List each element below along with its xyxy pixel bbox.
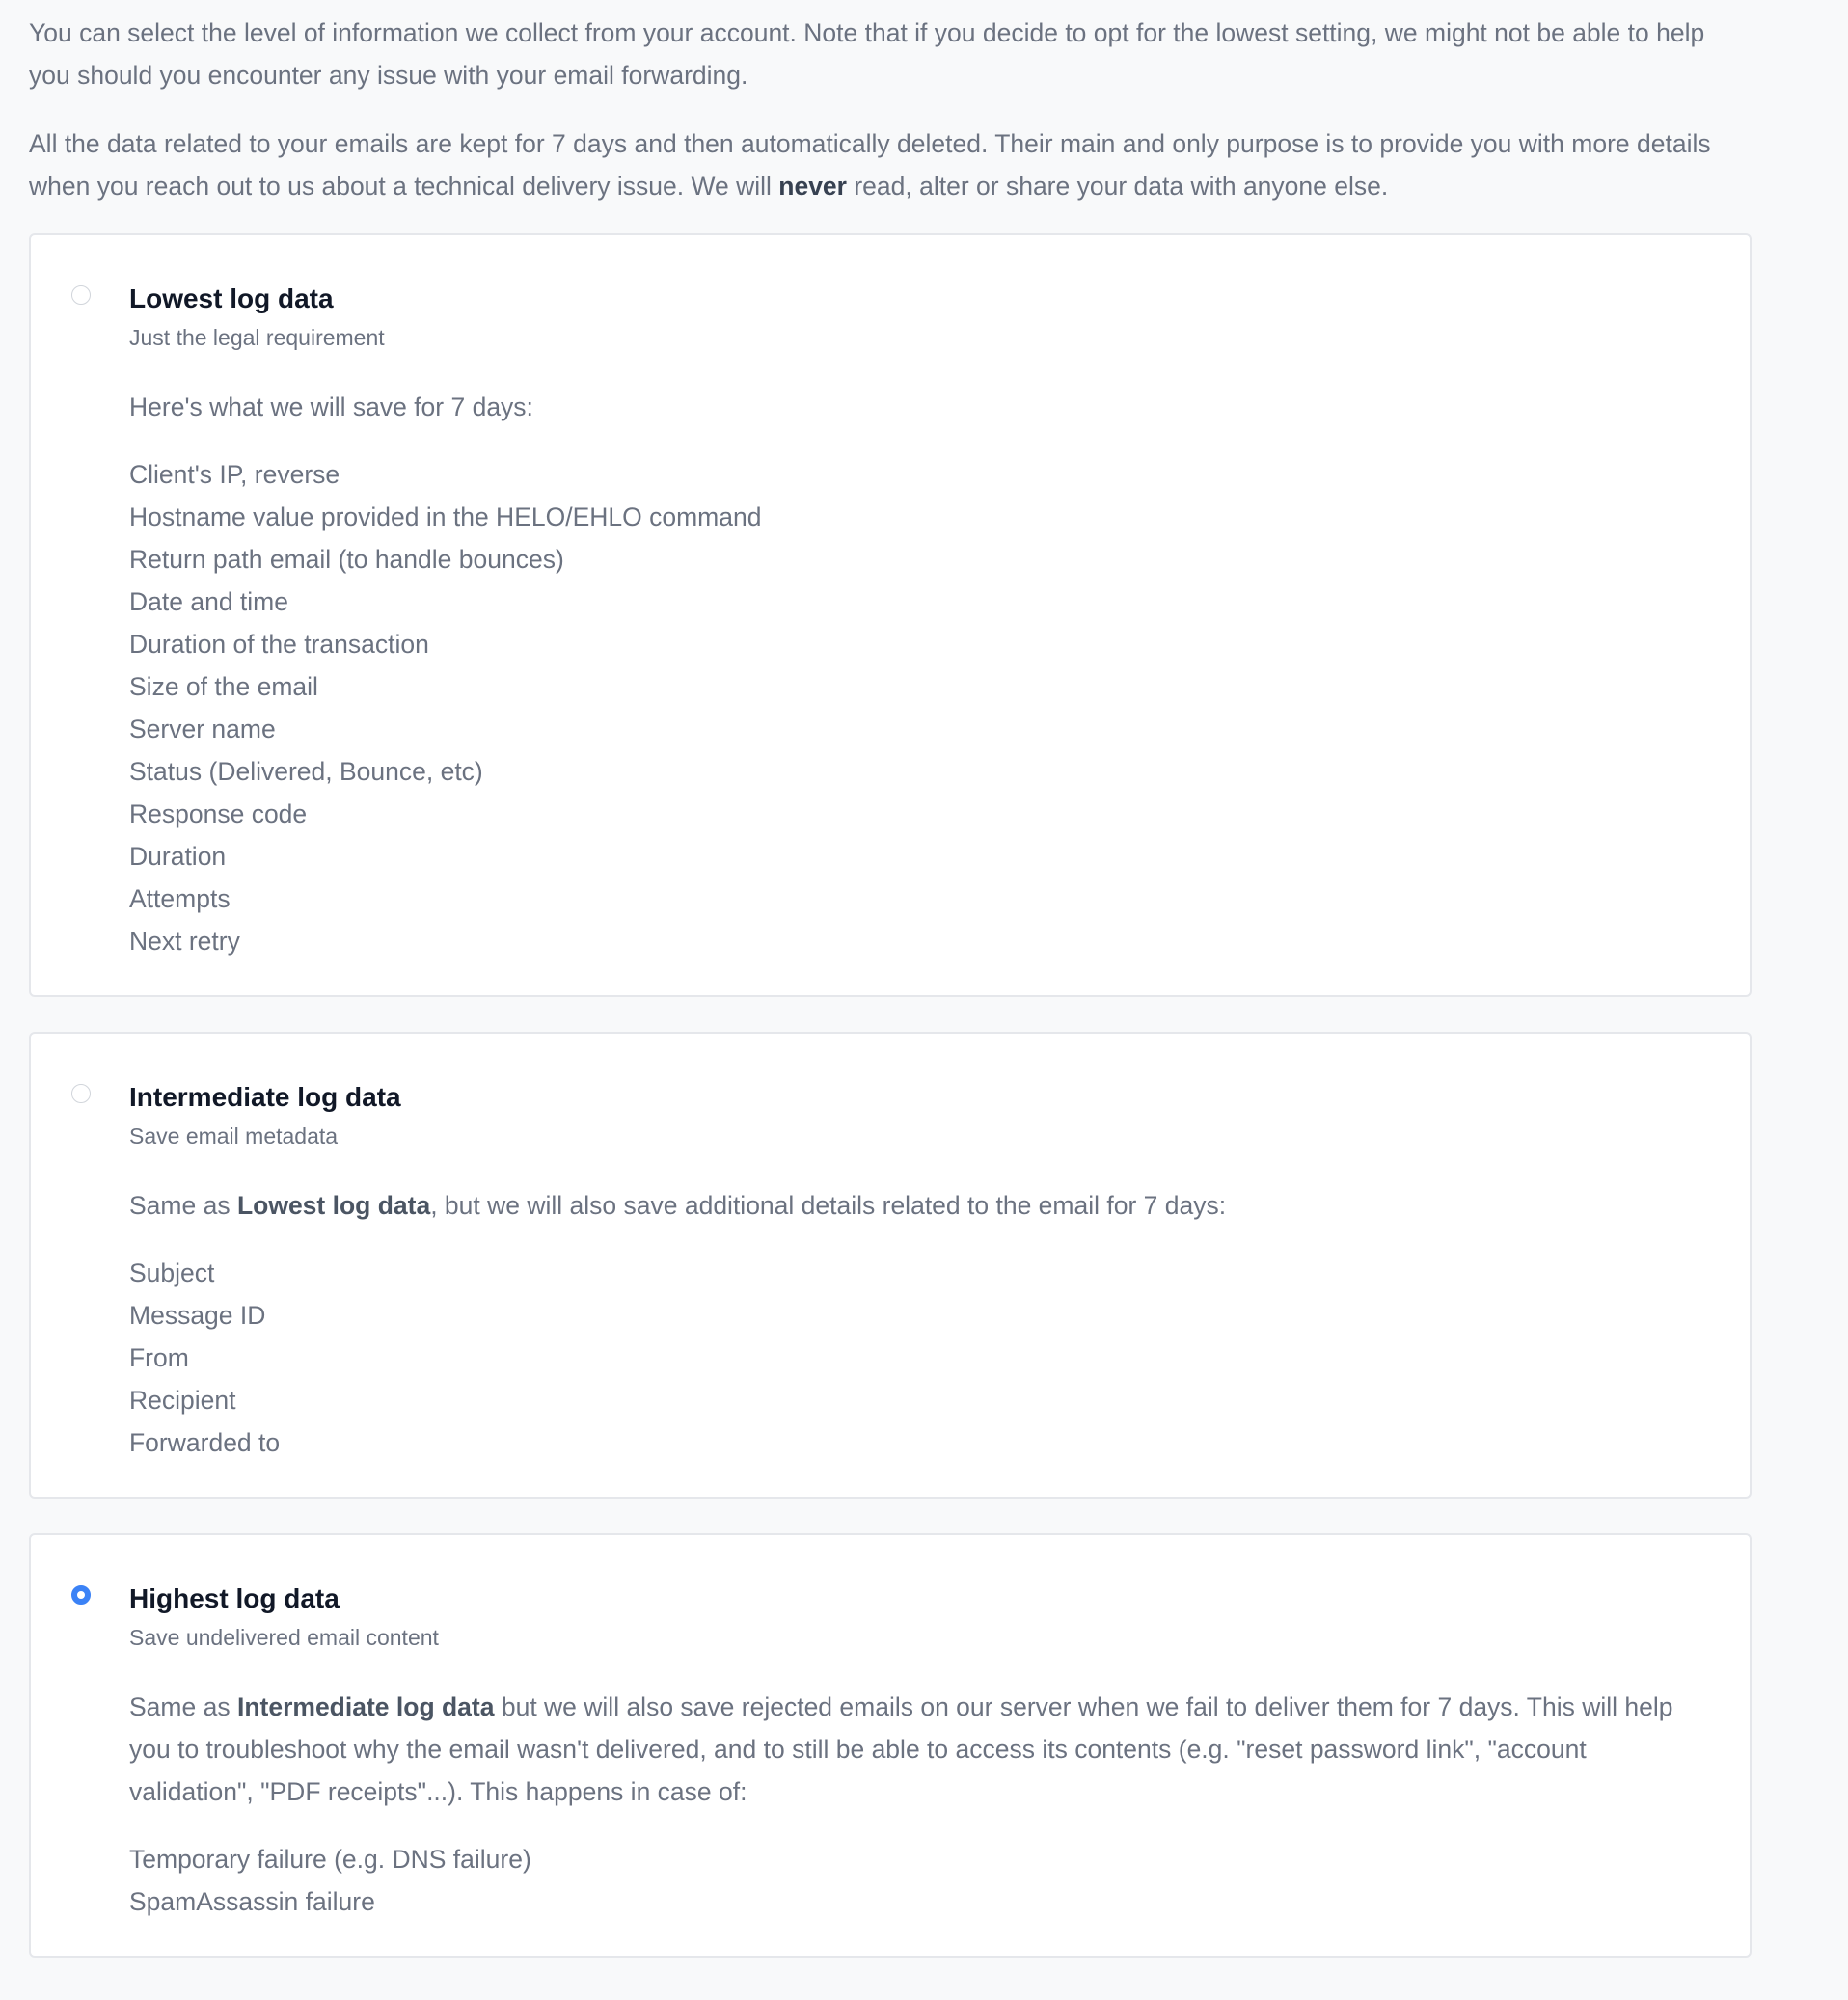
option-title: Lowest log data	[129, 284, 334, 313]
radio-highest[interactable]	[71, 1585, 91, 1605]
option-card-lowest[interactable]	[29, 233, 1752, 997]
intro-text: read, alter or share your data with anyone else.	[846, 172, 1389, 201]
saved-data-list	[129, 1252, 1711, 1464]
list-item: Date and time	[129, 587, 288, 616]
intro-emphasis: never	[778, 172, 847, 201]
option-subtitle: Just the legal requirement	[129, 325, 385, 350]
list-item: Message ID	[129, 1301, 266, 1330]
list-item: Forwarded to	[129, 1428, 281, 1457]
option-subtitle: Save undelivered email content	[129, 1625, 439, 1650]
desc-text: Same as	[129, 1191, 237, 1220]
option-description	[129, 1686, 1711, 1813]
saved-data-list	[129, 1838, 1711, 1923]
list-item: From	[129, 1343, 189, 1372]
option-card-intermediate[interactable]	[29, 1032, 1752, 1499]
desc-text: Same as	[129, 1692, 237, 1721]
list-item: Client's IP, reverse	[129, 460, 340, 489]
list-item: Response code	[129, 799, 308, 828]
list-item: Duration of the transaction	[129, 630, 429, 659]
list-item: Status (Delivered, Bounce, etc)	[129, 757, 483, 786]
list-item: Size of the email	[129, 672, 318, 701]
desc-text: but we will also save rejected emails on our server when we fail to deliver them for 7 days. This will help you to troubleshoot why the email wasn't delivered, and to still be able to access its contents (e.g. "reset password link", "account validation", "PDF receipts"...). This happens in case of:	[129, 1692, 1673, 1806]
option-title: Intermediate log data	[129, 1082, 401, 1112]
radio-intermediate[interactable]	[71, 1084, 91, 1103]
option-card-highest[interactable]	[29, 1533, 1752, 1958]
list-item: Attempts	[129, 884, 231, 913]
intro-text: All the data related to your emails are kept for 7 days and then automatically deleted. Their main and only purpose is to provide you with more details when you reach out to us about a technical delivery issue. We will	[29, 129, 1711, 201]
list-item: Recipient	[129, 1386, 236, 1415]
list-item: Duration	[129, 842, 227, 871]
desc-text: , but we will also save additional details related to the email for 7 days:	[430, 1191, 1227, 1220]
desc-emphasis: Lowest log data	[236, 1191, 431, 1220]
desc-emphasis: Intermediate log data	[236, 1692, 495, 1721]
option-description	[129, 1184, 1711, 1227]
list-item: Temporary failure (e.g. DNS failure)	[129, 1845, 531, 1874]
list-item: Server name	[129, 715, 276, 743]
list-item: Return path email (to handle bounces)	[129, 545, 564, 574]
list-item: SpamAssassin failure	[129, 1887, 375, 1916]
list-item: Hostname value provided in the HELO/EHLO command	[129, 502, 762, 531]
radio-lowest[interactable]	[71, 285, 91, 305]
option-title: Highest log data	[129, 1583, 340, 1613]
list-item: Next retry	[129, 927, 240, 956]
option-description: Here's what we will save for 7 days:	[129, 392, 533, 421]
intro-paragraph-1: You can select the level of information we collect from your account. Note that if you decide to opt for the lowest setting, we might not be able to help you should you encounter any issue with your email forwarding.	[29, 18, 1705, 90]
list-item: Subject	[129, 1258, 215, 1287]
intro-paragraph-2	[29, 122, 1752, 207]
option-subtitle: Save email metadata	[129, 1123, 339, 1149]
saved-data-list	[129, 453, 1711, 962]
